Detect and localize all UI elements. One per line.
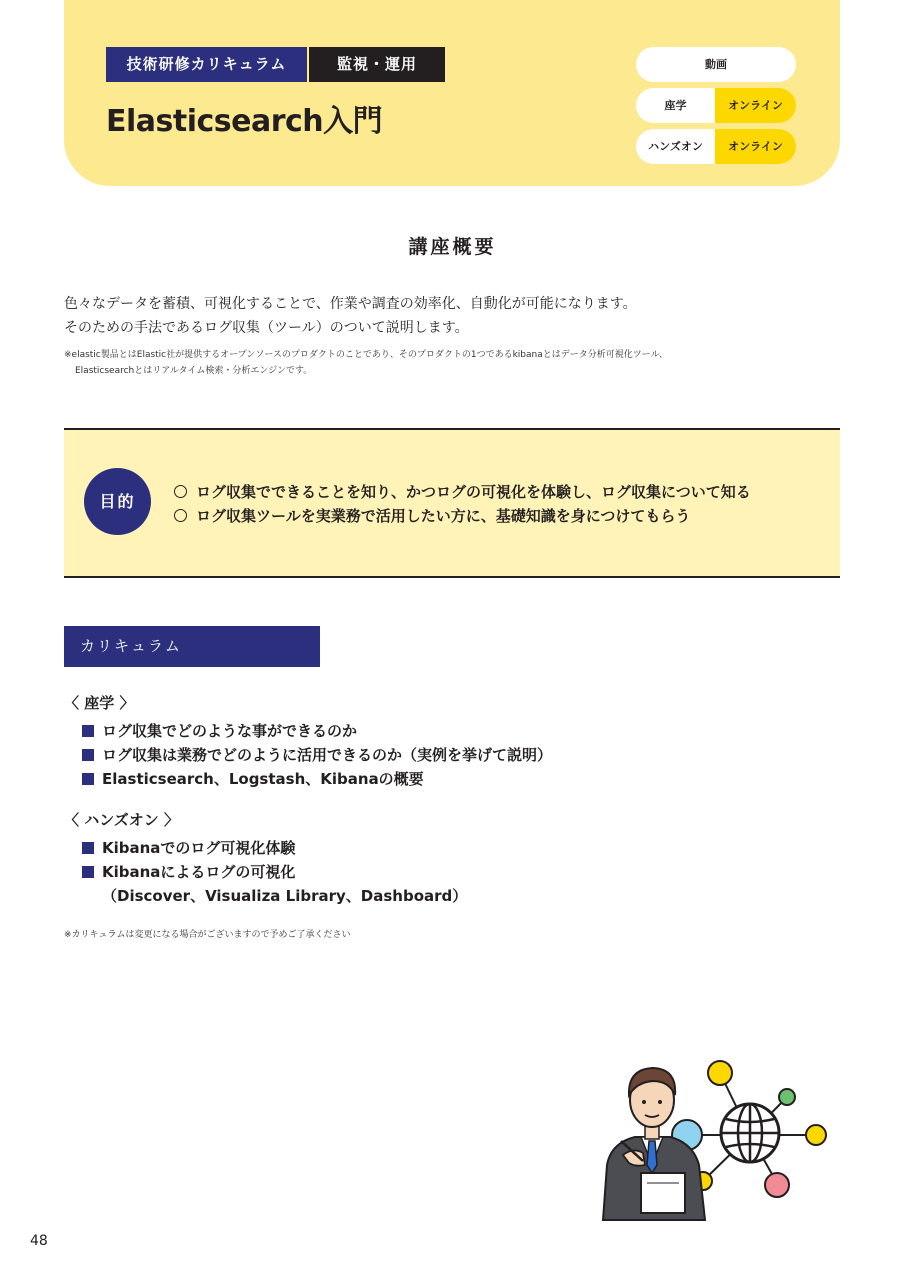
businessman-network-illustration [595,1055,835,1225]
handson-item [82,837,295,858]
globe-icon [721,1104,779,1162]
format-handson-label: ハンズオン [648,140,703,153]
handson-item-text: Kibanaでのログ可視化体験 [102,839,296,857]
purpose-item [174,505,690,526]
overview-note-1: ※elastic製品とはElastic社が提供するオープンソースのプロダクトのことであり、そのプロダクトの1つであるkibanaとはデータ分析可視化ツール、 [64,350,668,360]
category-tag: 監視・運用 [309,47,445,82]
green-node [779,1089,795,1105]
overview-description [64,292,637,340]
purpose-box [64,428,840,578]
format-classroom-mode: オンライン [715,88,796,123]
format-handson-pill [636,129,796,164]
classroom-item-text: ログ収集は業務でどのように活用できるのか（実例を挙げて説明） [102,746,553,764]
circle-bullet-icon [174,509,187,522]
classroom-item [82,768,424,789]
classroom-item [82,720,357,741]
purpose-item-text: ログ収集でできることを知り、かつログの可視化を体験し、ログ収集について知る [196,483,751,501]
purpose-item-text: ログ収集ツールを実業務で活用したい方に、基礎知識を身につけてもらう [196,507,691,525]
overview-line-2: そのための手法であるログ収集（ツール）のついて説明します。 [64,320,469,336]
square-bullet-icon [82,773,94,785]
square-bullet-icon [82,842,94,854]
handson-item-continuation: （Discover、Visualiza Library、Dashboard） [102,887,468,905]
circle-bullet-icon [174,485,187,498]
square-bullet-icon [82,725,94,737]
format-handson-mode: オンライン [715,129,796,164]
classroom-item-text: Elasticsearch、Logstash、Kibanaの概要 [102,770,424,788]
format-classroom-pill [636,88,796,123]
classroom-heading: 〈 座学 〉 [64,694,135,712]
page-title: Elasticsearch入門 [106,104,383,139]
pink-node [765,1173,789,1197]
classroom-item [82,744,552,765]
purpose-badge: 目的 [84,468,151,535]
curriculum-heading: カリキュラム [64,626,320,667]
square-bullet-icon [82,866,94,878]
yellow-node [708,1061,732,1085]
classroom-item-text: ログ収集でどのような事ができるのか [102,722,358,740]
format-classroom-label: 座学 [664,99,687,112]
square-bullet-icon [82,749,94,761]
format-video-label: 動画 [705,58,727,71]
handson-item [82,861,295,882]
overview-heading: 講座概要 [408,236,497,258]
handson-item-text: Kibanaによるログの可視化 [102,863,296,881]
format-video-pill [636,47,796,82]
handson-heading: 〈 ハンズオン 〉 [64,811,179,829]
purpose-item [174,481,751,502]
curriculum-tag: 技術研修カリキュラム [106,47,307,82]
page-number: 48 [30,1233,48,1249]
overview-line-1: 色々なデータを蓄積、可視化することで、作業や調査の効率化、自動化が可能になります。 [64,296,637,312]
yellow-node [806,1125,826,1145]
curriculum-note: ※カリキュラムは変更になる場合がございますので予めご了承ください [64,930,351,940]
overview-note-2: Elasticsearchとはリアルタイム検索・分析エンジンです。 [75,366,313,376]
